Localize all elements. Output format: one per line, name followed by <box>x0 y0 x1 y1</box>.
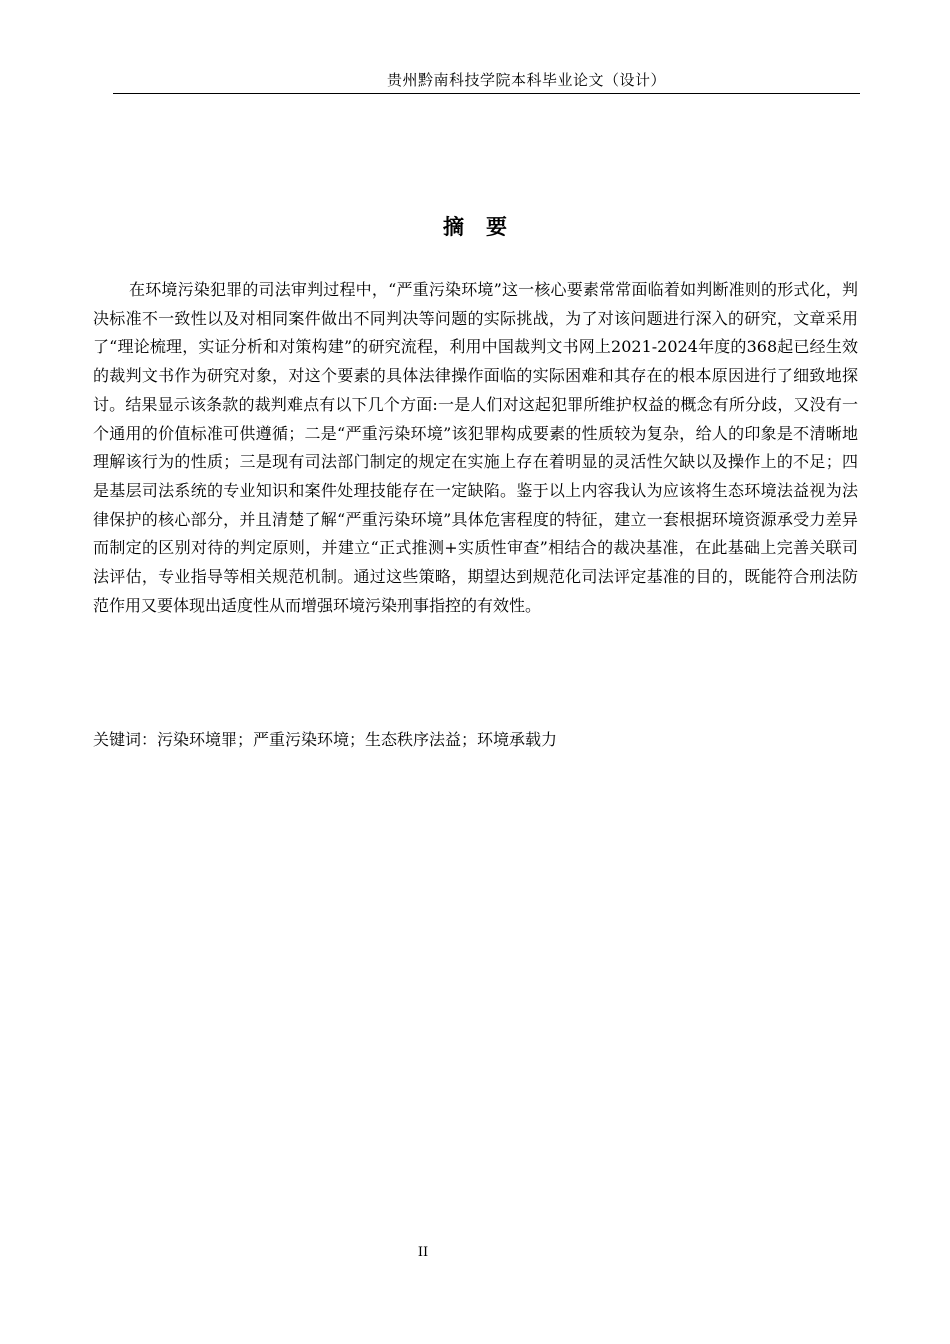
page-number: II <box>417 1245 429 1260</box>
abstract-title: 摘要 <box>443 215 529 239</box>
abstract-body: 在环境污染犯罪的司法审判过程中，“严重污染环境”这一核心要素常常面临着如判断准则的形式化，判决标准不一致性以及对相同案件做出不同判决等问题的实际挑战，为了对该问题进行深入的研究，文章采用了“理论梳理，实证分析和对策构建”的研究流程，利用中国裁判文书网上2021-2024年度的368起已经生效的裁判文书作为研究对象，对这个要素的具体法律操作面临的实际困难和其存在的根本原因进行了细致地探讨。结果显示该条款的裁判难点有以下几个方面:一是人们对这起犯罪所维护权益的概念有所分歧，又没有一个通用的价值标准可供遵循；二是“严重污染环境”该犯罪构成要素的性质较为复杂，给人的印象是不清晰地理解该行为的性质；三是现有司法部门制定的规定在实施上存在着明显的灵活性欠缺以及操作上的不足；四是基层司法系统的专业知识和案件处理技能存在一定缺陷。鉴于以上内容我认为应该将生态环境法益视为法律保护的核心部分，并且清楚了解“严重污染环境”具体危害程度的特征，建立一套根据环境资源承受力差异而制定的区别对待的判定原则，并建立“正式推测+实质性审查”相结合的裁决基准，在此基础上完善关联司法评估，专业指导等相关规范机制。通过这些策略，期望达到规范化司法评定基准的目的，既能符合刑法防范作用又要体现出适度性从而增强环境污染刑事指控的有效性。 <box>93 280 858 615</box>
keywords-line: 关键词：污染环境罪；严重污染环境；生态秩序法益；环境承载力 <box>93 730 558 749</box>
header-divider <box>113 93 860 94</box>
page-header: 贵州黔南科技学院本科毕业论文（设计） <box>386 71 666 89</box>
